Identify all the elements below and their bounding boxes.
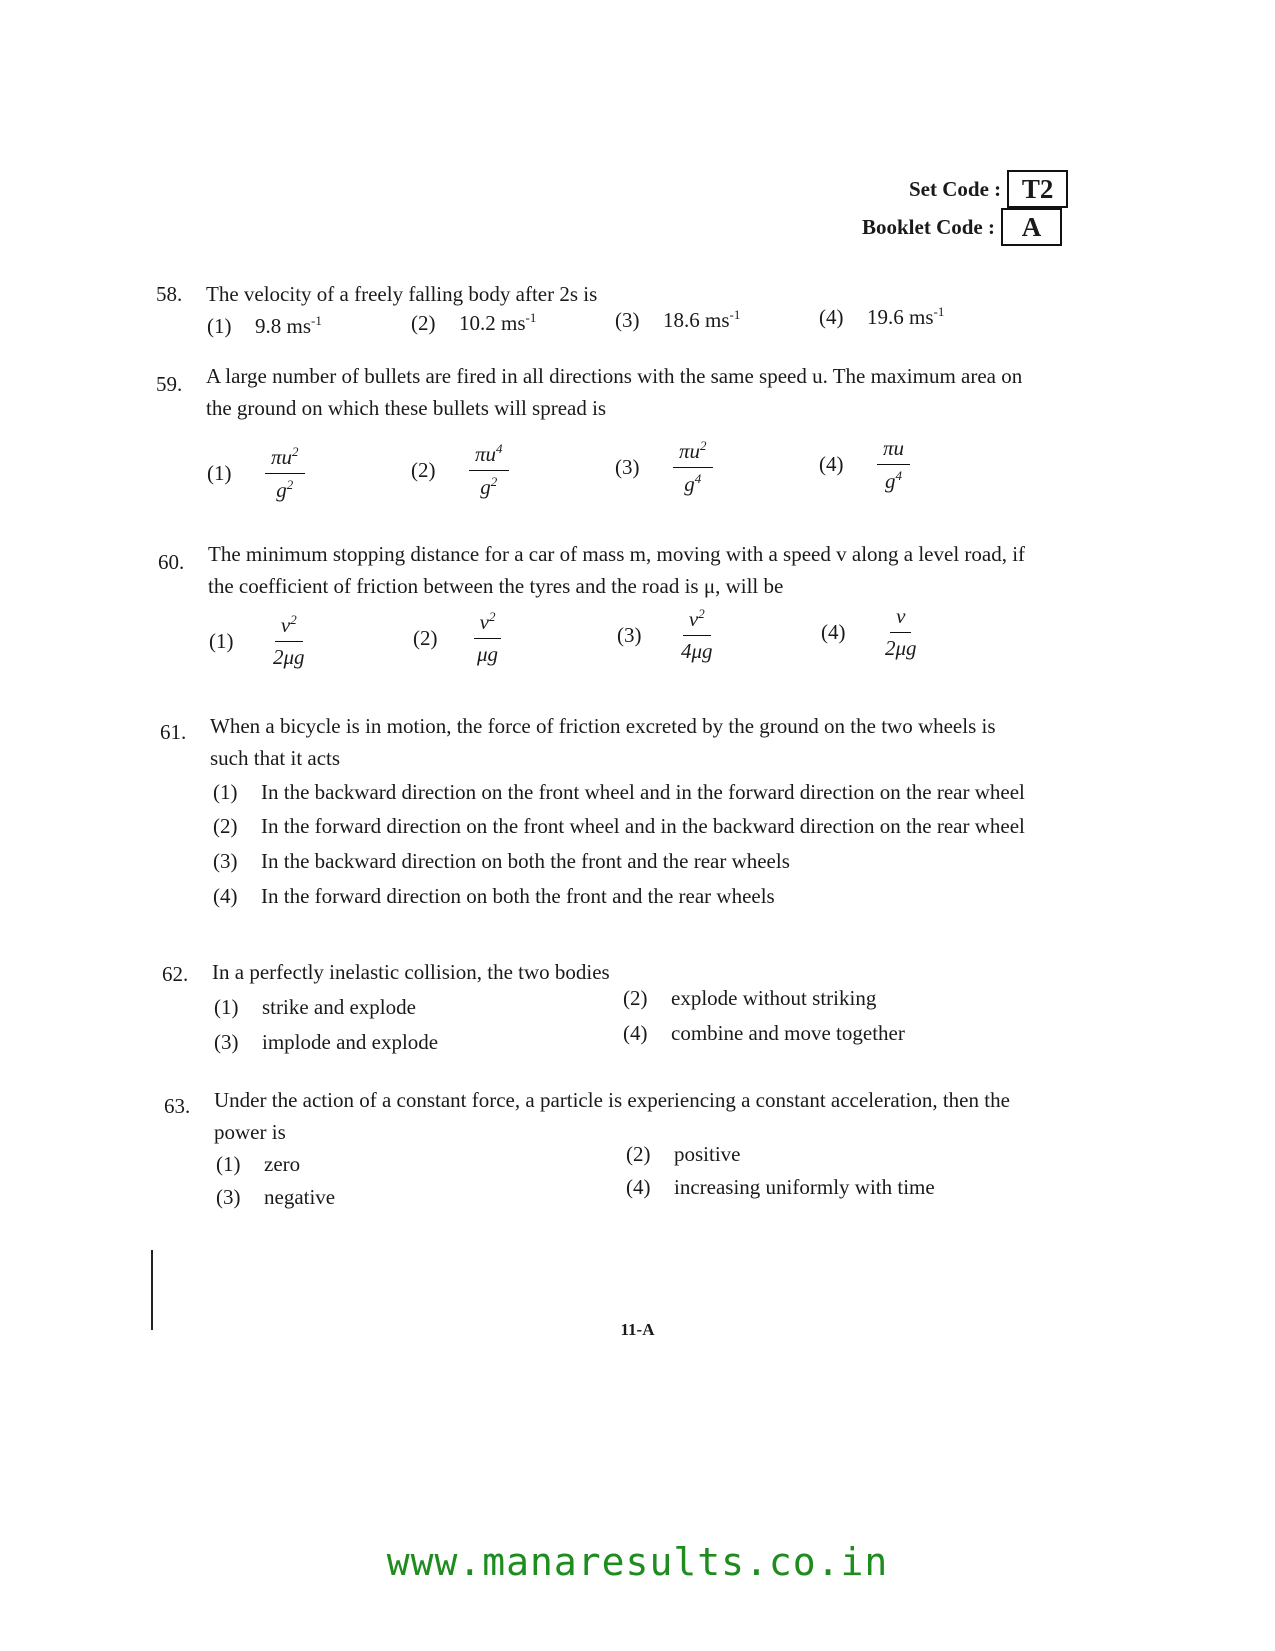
set-code-row — [909, 170, 1068, 208]
q60-option-4: (4) $\frac{v}{2\mu g}$ — [821, 604, 917, 660]
q62-option-4: (4) combine and move together — [623, 1021, 905, 1045]
q59-option-3: (3) $\frac{\pi u^2}{g^4}$ — [615, 438, 713, 497]
q60-option-1: (1) $\frac{v^2}{2\mu g}$ — [209, 612, 305, 669]
q63-option-1: (1) zero — [216, 1152, 301, 1176]
booklet-code-row — [862, 208, 1062, 246]
q60-option-2: (2) $\frac{v^2}{\mu g}$ — [413, 609, 504, 667]
question-text-line-1: The minimum stopping distance for a car of mass m, moving with a speed v along a level road, if — [208, 542, 1026, 566]
q62-option-1: (1) strike and explode — [214, 995, 416, 1019]
question-number: 62. — [162, 962, 189, 986]
q63-option-3: (3) negative — [216, 1185, 336, 1209]
set-code-box: T2 — [1007, 170, 1068, 208]
q61-option-3: (3) In the backward direction on both the front and the rear wheels — [213, 849, 790, 873]
question-number: 58. — [156, 282, 183, 306]
q59-option-1: (1) $\frac{\pi u^2}{g^2}$ — [207, 444, 305, 503]
set-code-label: Set Code : — [909, 176, 1002, 201]
q58-option-1: (1) 9.8 $ms^{-1}$ — [207, 313, 322, 338]
scan-margin-line — [151, 1250, 153, 1330]
q61-option-4: (4) In the forward direction on both the front and the rear wheels — [213, 884, 775, 908]
q59-option-2: (2) $\frac{\pi u^4}{g^2}$ — [411, 441, 509, 500]
q58-option-4: (4) 19.6 $ms^{-1}$ — [819, 304, 945, 329]
q60-option-3: (3) $\frac{v^2}{4\mu g}$ — [617, 606, 713, 663]
question-text-line-2: the coefficient of friction between the tyres and the road is μ, will be — [208, 574, 784, 598]
q62-option-3: (3) implode and explode — [214, 1030, 439, 1054]
question-text-line-2: such that it acts — [210, 746, 341, 770]
q62-option-2: (2) explode without striking — [623, 986, 877, 1010]
booklet-code-label: Booklet Code : — [862, 214, 995, 239]
question-text: The velocity of a freely falling body after 2s is — [206, 282, 598, 306]
q58-option-2: (2) 10.2 $ms^{-1}$ — [411, 310, 537, 335]
question-number: 61. — [160, 720, 187, 744]
question-text-line-2: power is — [214, 1120, 286, 1144]
question-59 — [156, 364, 1256, 442]
q63-option-4: (4) increasing uniformly with time — [626, 1175, 935, 1199]
q61-option-2: (2) In the forward direction on the front wheel and in the backward direction on the rear wheel — [213, 814, 1025, 838]
website-watermark: www.manaresults.co.in — [386, 1540, 889, 1584]
q58-option-3: (3) 18.6 $ms^{-1}$ — [615, 307, 741, 332]
q61-option-1: (1) In the backward direction on the front wheel and in the forward direction on the rear wheel — [213, 780, 1025, 804]
booklet-code-box: A — [1001, 208, 1062, 246]
q63-option-2: (2) positive — [626, 1142, 741, 1166]
q59-option-4: (4) $\frac{\pi u}{g^4}$ — [819, 435, 910, 494]
question-text-line-1: Under the action of a constant force, a particle is experiencing a constant acceleration, then the — [214, 1088, 1010, 1112]
question-number: 60. — [158, 550, 185, 574]
question-text: In a perfectly inelastic collision, the two bodies — [212, 960, 610, 984]
question-number: 59. — [156, 372, 183, 396]
question-text-line-1: When a bicycle is in motion, the force of friction excreted by the ground on the two wheels is — [210, 714, 996, 738]
question-number: 63. — [164, 1094, 191, 1118]
page-number: 11-A — [620, 1320, 655, 1339]
question-text-line-1: A large number of bullets are fired in all directions with the same speed u. The maximum area on — [206, 364, 1023, 388]
question-text-line-2: the ground on which these bullets will spread is — [206, 396, 607, 420]
